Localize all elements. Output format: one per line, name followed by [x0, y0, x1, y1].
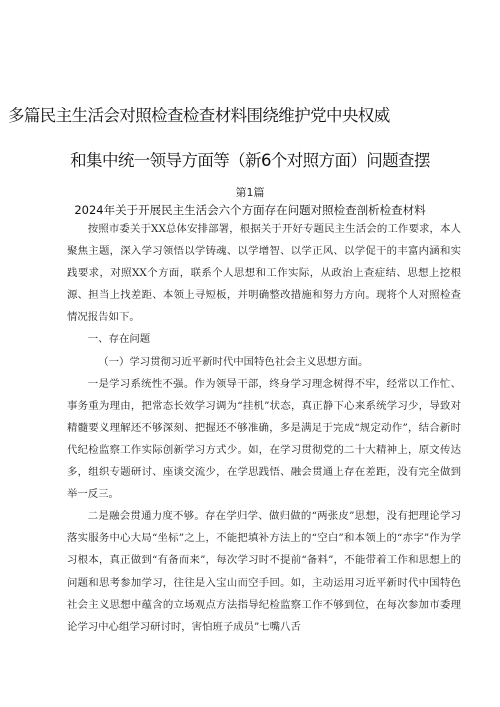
paragraph-point-1: 一是学习系统性不强。作为领导干部，终身学习理念树得不牢，经常以工作忙、事务重为理由，把常态长效学习调为“挂机”状态，真正静下心来系统学习少，导致对精髓要义理解还不够深刻、把握还不够准确，多是满足于完成“规定动作”，结合新时代纪检监察工作实际创新学习方式少。如，在学习贯彻党的二十大精神上，原文传达多，组织专题研讨、座谈交流少，在学思践悟、融会贯通上存在差距，没有完全做到举一反三。: [67, 377, 461, 501]
body-text: [67, 218, 461, 638]
paragraph-point-2: 二是融会贯通力度不够。存在学归学、做归做的“两张皮”思想，没有把理论学习落实服务中心大局“坐标”之上，不能把填补方法上的“空白”和本领上的“赤字”作为学习根本，真正做到“有备而来”，每次学习时不提前“备料”，不能带着工作和思想上的问题和思考参加学习，往往是入宝山而空手回。如，主动运用习近平新时代中国特色社会主义思想中蕴含的立场观点方法指导纪检监察工作不够到位，在每次参加市委理论学习中心组学习研讨时，害怕班子成员”七嘴八舌: [67, 510, 461, 633]
section-heading: 一、存在问题: [87, 333, 151, 346]
subsection-heading: （一）学习贯彻习近平新时代中国特色社会主义思想方面。: [98, 355, 369, 368]
document-title-line-1: 多篇民主生活会对照检查检查材料围绕维护党中央权威: [8, 106, 390, 125]
paragraph-intro: 按照市委关于XX总体安排部署，根据关于开好专题民主生活会的工作要求，本人聚焦主题，深入学习领悟以学铸魂、以学增智、以学正风、以学促干的丰富内涵和实践要求，对照XX个方面，联系个人思想和工作实际，从政治上查症结、思想上挖根源、担当上找差距、本领上寻短板，并明确整改措施和努力方向。现将个人对照检查情况报告如下。: [67, 223, 461, 324]
chapter-label: 第1篇: [235, 186, 265, 199]
document-subtitle: 2024年关于开展民主生活会六个方面存在问题对照检查剖析检查材料: [74, 203, 426, 217]
document-title-line-2: 和集中统一领导方面等（新6个对照方面）问题查摆: [70, 151, 430, 170]
